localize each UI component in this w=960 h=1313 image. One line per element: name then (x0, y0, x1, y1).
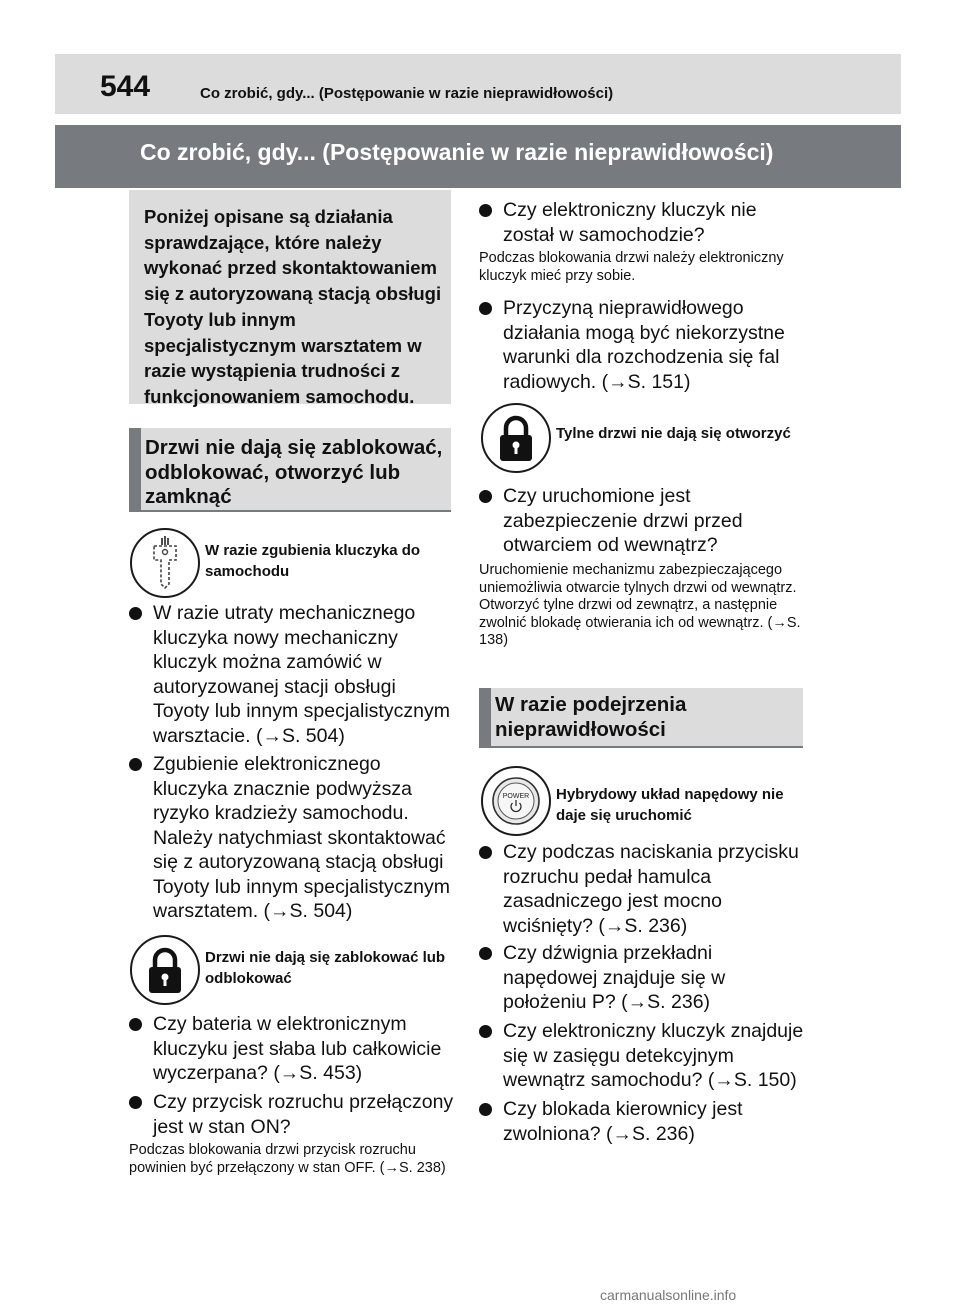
section-title-doors: Drzwi nie dają się zablokować, odblokować, otworzyć lub zamknąć (145, 436, 443, 508)
icon-label-lost-key: W razie zgubienia kluczyka do samochodu (205, 542, 421, 580)
bullet-dot-icon (479, 1103, 492, 1116)
page-number: 544 (100, 70, 151, 103)
list-item (129, 601, 454, 748)
bullet-dot-icon (129, 1018, 142, 1031)
page-title: Co zrobić, gdy... (Postępowanie w razie nieprawidłowości) (140, 139, 774, 165)
list-item (129, 1012, 454, 1086)
icon-label-rear-door: Tylne drzwi nie dają się otworzyć (556, 425, 791, 442)
bullet-dot-icon (479, 302, 492, 315)
power-button-label: POWER (502, 793, 530, 800)
list-item (479, 1097, 804, 1146)
bullet-dot-icon (479, 1025, 492, 1038)
power-button-icon (481, 766, 551, 836)
list-item-text: Zgubienie elektronicznego kluczyka znacznie podwyższa ryzyko kradzieży samochodu. Należy natychmiast skontaktować się z autoryzowaną stacją obsługi Toyoty lub innym specjalistycznym warsztatem. (→S. 504) (153, 753, 450, 922)
note-text: Podczas blokowania drzwi przycisk rozruchu powinien być przełączony w stan OFF. (→S. 238) (129, 1142, 446, 1176)
bullet-dot-icon (479, 846, 492, 859)
list-item-text: Czy uruchomione jest zabezpieczenie drzwi przed otwarciem od wewnątrz? (503, 485, 743, 556)
intro-text: Poniżej opisane są działania sprawdzające, które należy wykonać przed skontaktowaniem się z autoryzowaną stacją obsługi Toyoty lub innym specjalistycznym warsztatem w razie wystąpienia trudności z funkcjonowaniem samochodu. (144, 206, 442, 407)
lock-icon (481, 403, 551, 473)
bullet-dot-icon (129, 1096, 142, 1109)
key-icon (130, 528, 200, 598)
list-item-text: Czy elektroniczny kluczyk nie został w samochodzie? (503, 199, 757, 246)
list-item-text: W razie utraty mechanicznego kluczyka nowy mechaniczny kluczyk można zamówić w autoryzowanej stacji obsługi Toyoty lub innym specjalistycznym warsztacie. (→S. 504) (153, 602, 450, 747)
bullet-dot-icon (479, 490, 492, 503)
list-item-text: Czy przycisk rozruchu przełączony jest w stan ON? (153, 1091, 454, 1138)
icon-label-door-lock: Drzwi nie dają się zablokować lub odblokować (205, 949, 446, 987)
list-item (129, 752, 454, 924)
bullet-dot-icon (129, 607, 142, 620)
list-item-text: Czy blokada kierownicy jest zwolniona? (→S. 236) (503, 1098, 743, 1145)
list-item (479, 484, 804, 558)
list-item (479, 840, 804, 938)
list-item-text: Przyczyną nieprawidłowego działania mogą być niekorzystne warunki dla rozchodzenia się fal radiowych. (→S. 151) (503, 297, 785, 393)
list-item-text: Czy elektroniczny kluczyk znajduje się w zasięgu detekcyjnym wewnątrz samochodu? (→S. 150) (503, 1020, 804, 1091)
icon-label-hybrid: Hybrydowy układ napędowy nie daje się uruchomić (556, 786, 784, 824)
header-band (55, 54, 901, 114)
note-text: Uruchomienie mechanizmu zabezpieczającego uniemożliwia otwarcie tylnych drzwi od wewnątrz. Otworzyć tylne drzwi od zewnątrz, a następnie zwolnić blokadę otwierania ich od wewnątrz. (→S. 138) (479, 562, 801, 648)
list-item (129, 1090, 454, 1139)
bullet-dot-icon (479, 204, 492, 217)
list-item-text: Czy dźwignia przekładni napędowej znajduje się w położeniu P? (→S. 236) (503, 942, 726, 1013)
section-title-suspect: W razie podejrzenia nieprawidłowości (495, 693, 687, 741)
running-title: Co zrobić, gdy... (Postępowanie w razie nieprawidłowości) (200, 85, 614, 102)
lock-icon (130, 935, 200, 1005)
list-item-text: Czy podczas naciskania przycisku rozruchu pedał hamulca zasadniczego jest mocno wciśnięty? (→S. 236) (503, 841, 799, 937)
list-item (479, 296, 804, 394)
bullet-dot-icon (129, 758, 142, 771)
list-item (479, 941, 804, 1015)
list-item-text: Czy bateria w elektronicznym kluczyku jest słaba lub całkowicie wyczerpana? (→S. 453) (153, 1013, 442, 1084)
list-item (479, 198, 804, 247)
watermark: carmanualsonline.info (600, 1287, 737, 1303)
bullet-dot-icon (479, 947, 492, 960)
note-text: Podczas blokowania drzwi należy elektroniczny kluczyk mieć przy sobie. (479, 250, 784, 284)
list-item (479, 1019, 804, 1093)
